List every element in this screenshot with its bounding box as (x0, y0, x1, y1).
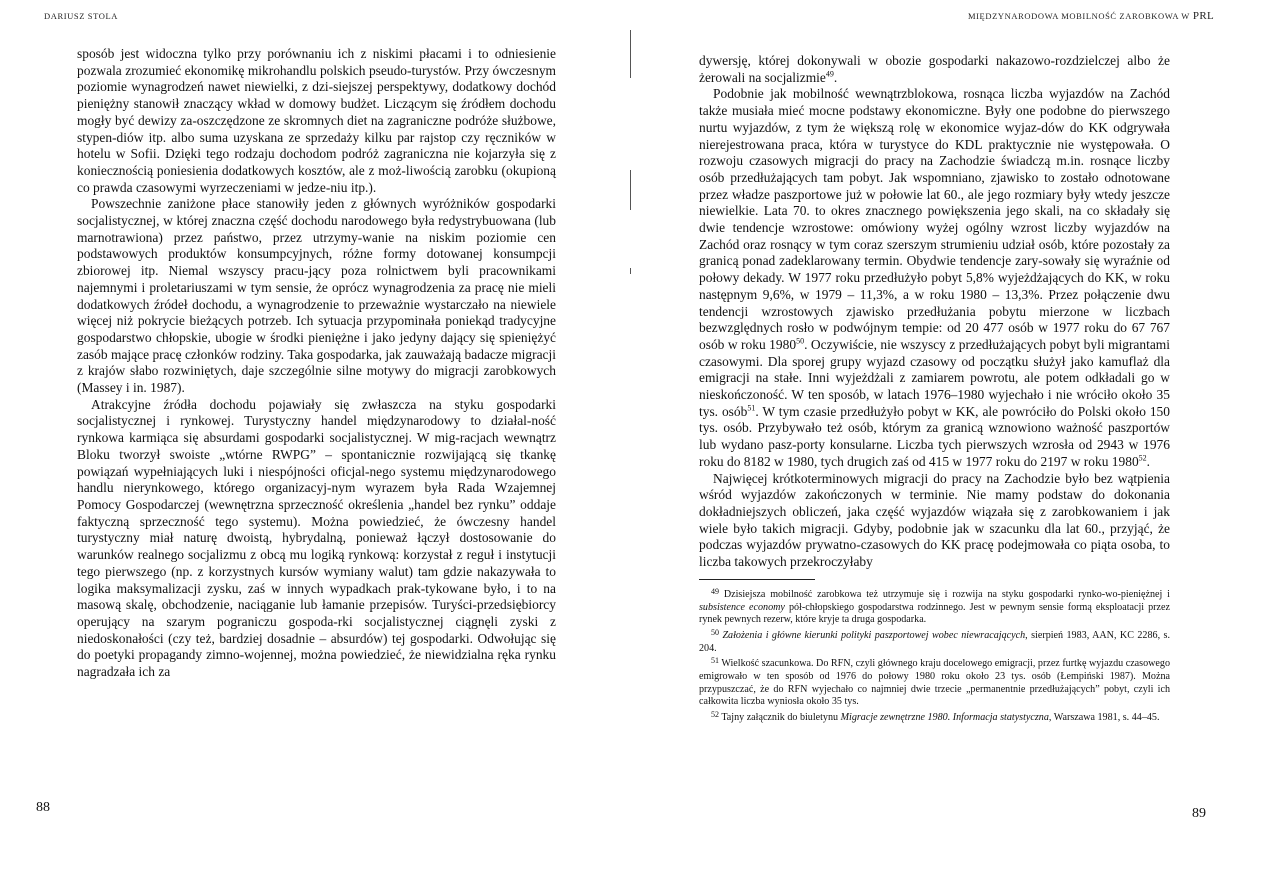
left-page-body (77, 46, 556, 681)
paragraph (699, 86, 1170, 470)
paragraph (699, 53, 1170, 86)
footnote-52 (699, 709, 1170, 725)
paragraph-text: . W tym czasie przedłużyło pobyt w KK, ale powróciło do Polski około 150 tys. osób. Przybywało też osób, którym za granicą wznowiono ważność paszportów lub wydano pasz-porty konsularne. Liczba tych pierwszych wzrosła od 2943 w 1976 roku do 8182 w 1980, tych drugich zaś od 415 w 1977 roku do 2197 w roku 1980 (699, 403, 1170, 469)
author-name: DARIUSZ STOLA (44, 11, 118, 21)
footnote-ref: 49 (825, 69, 834, 79)
footnote-text: Tajny załącznik do biuletynu (721, 712, 841, 724)
paragraph: sposób jest widoczna tylko przy porównaniu ich z niskimi płacami i to odniesienie pozwala zrozumieć ekonomikę mikrohandlu polskich pseudo-turystów. Przy ówczesnym poziomie wynagrodzeń nawet niewielki, z dzi-siejszej perspektywy, dodatkowy dochód pieniężny stanowił znaczący wkład w domowy budżet. Liczącym się źródłem dochodu mogły być dewizy za-oszczędzone ze skromnych diet na zagraniczne podróże służbowe, stypen-diów itp. albo suma uzyskana ze sprzedaży kilku par rajstop czy ręczników w hotelu w Sofii. Dzięki tego rodzaju dochodom podróż zagraniczna nie kojarzyła się z koniecznością poniesienia dodatkowych kosztów, ale z moż-liwością zarobku (okupioną co prawda czasowymi wyrzeczeniami w jedze-niu itp.). (77, 46, 556, 195)
paragraph: Powszechnie zaniżone płace stanowiły jeden z głównych wyróżników gospodarki socjalistycznej, w której znaczna część dochodu narodowego była redystrybuowana (lub marnotrawiona) przez państwo, przez utrzymy-wanie na niskim poziomie cen podstawowych produktów konsumpcyjnych, różne formy dotowanej konsumpcji zbiorowej itp. Niemal wszyscy pracu-jący poza rolnictwem byli pracownikami najemnymi i proletariuszami w tym sensie, że oprócz wynagrodzenia za pracę nie mieli dodatkowych źródeł dochodu, a wynagrodzenie to przeważnie wystarczało na niewiele więcej niż pokrycie bieżących potrzeb. Ich sytuacja przypominała poniekąd tradycyjne gospodarstwo chłopskie, ubogie w środki pieniężne i jako jedyny dający się spieniężyć zasób mające pracę członków rodziny. Taka gospodarka, jak zauważają badacze migracji z krajów słabo rozwiniętych, daje szczególnie silne motywy do migracji zarobkowych (Massey i in. 1987). (77, 196, 556, 396)
footnote-italic: Założenia i główne kierunki polityki paszportowej wobec niewracających (722, 629, 1026, 641)
paragraph: Atrakcyjne źródła dochodu pojawiały się zwłaszcza na styku gospodarki socjalistycznej i rynkowej. Turystyczny handel międzynarodowy to działal-ność rynkowa karmiąca się absurdami gospodarki socjalistycznej. W mig-racjach wewnątrz Bloku tworzył swoiste „wtórne RWPG” – spontanicznie rozwijającą się tkankę powiązań wypełniających luki i niespójności oficjal-nego systemu międzynarodowego handlu nierynkowego, którego organizacyj-nym wyrazem była Rada Wzajemnej Pomocy Gospodarczej (wewnętrzna sprzeczność określenia „handel bez rynku” oddaje faktyczną sprzeczność tego systemu). Można powiedzieć, że ówczesny handel turystyczny miał naturę dwoistą, hybrydalną, ponieważ łączył dostosowanie do warunków realnego socjalizmu z obcą mu logiką rynkową: korzystał z reguł i instytucji tego pierwszego (np. z korzystnych kursów wymiany walut) tam gdzie nakazywała to logika maksymalizacji zysku, zaś w innych wypadkach prak-tykowane było, i to na masową skalę, obchodzenie, naciąganie lub łamanie przepisów. Turyści-przedsiębiorcy operujący na szarym pograniczu gospoda-rki socjalistycznej ciągnęli zyski z niedoskonałości (czy też, bardziej dosadnie – absurdów) tej gospodarki. Odwołując się do poetyki propagandy zimno-wojennej, można powiedzieć, że niewidzialna ręka rynku nagradzała ich za (77, 396, 556, 680)
footnote-ref: 50 (796, 336, 805, 346)
footnote-51 (699, 655, 1170, 709)
paragraph-text: dywersję, której dokonywali w obozie gospodarki nakazowo-rozdzielczej albo że żerowali na socjalizmie (699, 53, 1170, 85)
gutter-mark (630, 30, 631, 78)
paragraph-text: . Oczywiście, nie wszyscy z przedłużających pobyt byli migrantami czasowymi. Dla sporej grupy wyjazd czasowy od początku służył jako kamuflaż dla emigracji na stałe. Inni wyjeżdżali z zamiarem powrotu, ale potem odkładali go w nieskończoność. W ten sposób, w latach 1976–1980 wyjechało i nie wróciło około 35 tys. osób (699, 336, 1170, 419)
left-page-number: 88 (36, 800, 50, 815)
footnote-text: Wielkość szacunkowa. Do RFN, czyli głównego kraju docelowego emigracji, przez furtkę wyjazdu czasowego emigrowało w ten sposób od 1976 do połowy 1980 roku około 23 tys. osób (Łempiński 1987). Można przypuszczać, że do RFN wyjechało co najmniej dwie trzecie „permanentnie przedłużających” pobyt, czyli ich całkowita liczba wyniosła około 35 tys. (699, 658, 1170, 708)
gutter-mark (630, 170, 631, 210)
footnote-divider (699, 579, 815, 580)
footnote-text: Dzisiejsza mobilność zarobkowa też utrzymuje się i rozwija na styku gospodarki rynko-wo-pieniężnej i (723, 588, 1170, 600)
footnote-number: 50 (711, 627, 719, 637)
footnote-italic: subsistence economy (699, 601, 785, 613)
paragraph-text: . (833, 69, 838, 85)
paragraph-text: . (1146, 453, 1151, 469)
left-running-head (44, 10, 118, 22)
footnote-text: , sierpień 1983, AAN, KC 2286, s. 204. (699, 629, 1170, 654)
footnote-text: , Warszawa 1981, s. 44–45. (1048, 712, 1160, 724)
footnote-italic: Migracje zewnętrzne 1980. Informacja statystyczna (840, 712, 1049, 724)
footnote-number: 52 (711, 710, 719, 720)
right-running-head (968, 10, 1214, 22)
right-page-number: 89 (1192, 806, 1206, 821)
paragraph: Najwięcej krótkoterminowych migracji do pracy na Zachodzie było bez wątpienia wśród wyjazdów zakończonych w terminie. Nie mamy podstaw do dokonania dokładniejszych obliczeń, jaka część wyjazdów wiązała się z zarobkowaniem i jak wiele było takich migracji. Gdyby, podobnie jak w szacunku dla lat 60., przyjąć, że podczas wyjazdów prywatno-czasowych do KK pracę podejmowała co piąta osoba, to liczba takowych przekroczyłaby (699, 470, 1170, 570)
footnote-number: 51 (711, 656, 719, 666)
footnote-number: 49 (711, 586, 719, 596)
running-title-prl: PRL (1192, 10, 1214, 22)
footnotes (699, 586, 1170, 725)
footnote-49 (699, 586, 1170, 627)
footnote-ref: 51 (747, 403, 756, 413)
paragraph-text: Podobnie jak mobilność wewnątrzblokowa, rosnąca liczba wyjazdów na Zachód także musiała mieć mocne podstawy ekonomiczne. Były one podobne do pierwszego nurtu wyjazdów, z tym że większą rolę w ekonomice wyjaz-dów do KK odgrywała nierejestrowana praca, która w turystyce do KDL praktycznie nie występowała. O rozwoju czasowych migracji do pracy na Zachodzie świadczą m.in. rosnące liczby osób przedłużających tam pobyt. Jak wspomniano, zjawisko to zostało odnotowane przez władze paszportowe już w połowie lat 60., ale jego rozmiary były wtedy jeszcze niewielkie. Lata 70. to okres znacznego powiększenia jego skali, na co składały się dwie tendencje wzrostowe: omówiony wyżej ogólny wzrost liczby wyjazdów na Zachód oraz rosnący w tym coraz szerszym strumieniu udział osób, które pozostały za granicą ponad zadeklarowany termin. Obydwie tendencje zary-sowały się wyraźnie od połowy dekady. W 1977 roku przedłużyło pobyt 5,8% wyjeżdżających do KK, w roku następnym 9,6%, w 1979 – 11,3%, a w roku 1980 – 13,3%. Przez połączenie dwu tendencji wzrostowych zjawisko przedłużania pobytu mierzone w liczbach bezwzględnych rosło w podwójnym tempie: od 20 477 osób w 1977 roku do 67 767 osób w roku 1980 (699, 86, 1170, 352)
gutter-mark (630, 268, 631, 274)
running-title: MIĘDZYNARODOWA MOBILNOŚĆ ZAROBKOWA W (967, 11, 1190, 21)
right-page-body (699, 53, 1170, 725)
footnote-ref: 52 (1138, 453, 1147, 463)
footnote-text: pół-chłopskiego gospodarstwa rodzinnego. Jest w pewnym sensie formą eksploatacji przez rynek pewnych rezerw, które kryje ta druga gospodarka. (699, 601, 1170, 626)
footnote-50 (699, 627, 1170, 655)
